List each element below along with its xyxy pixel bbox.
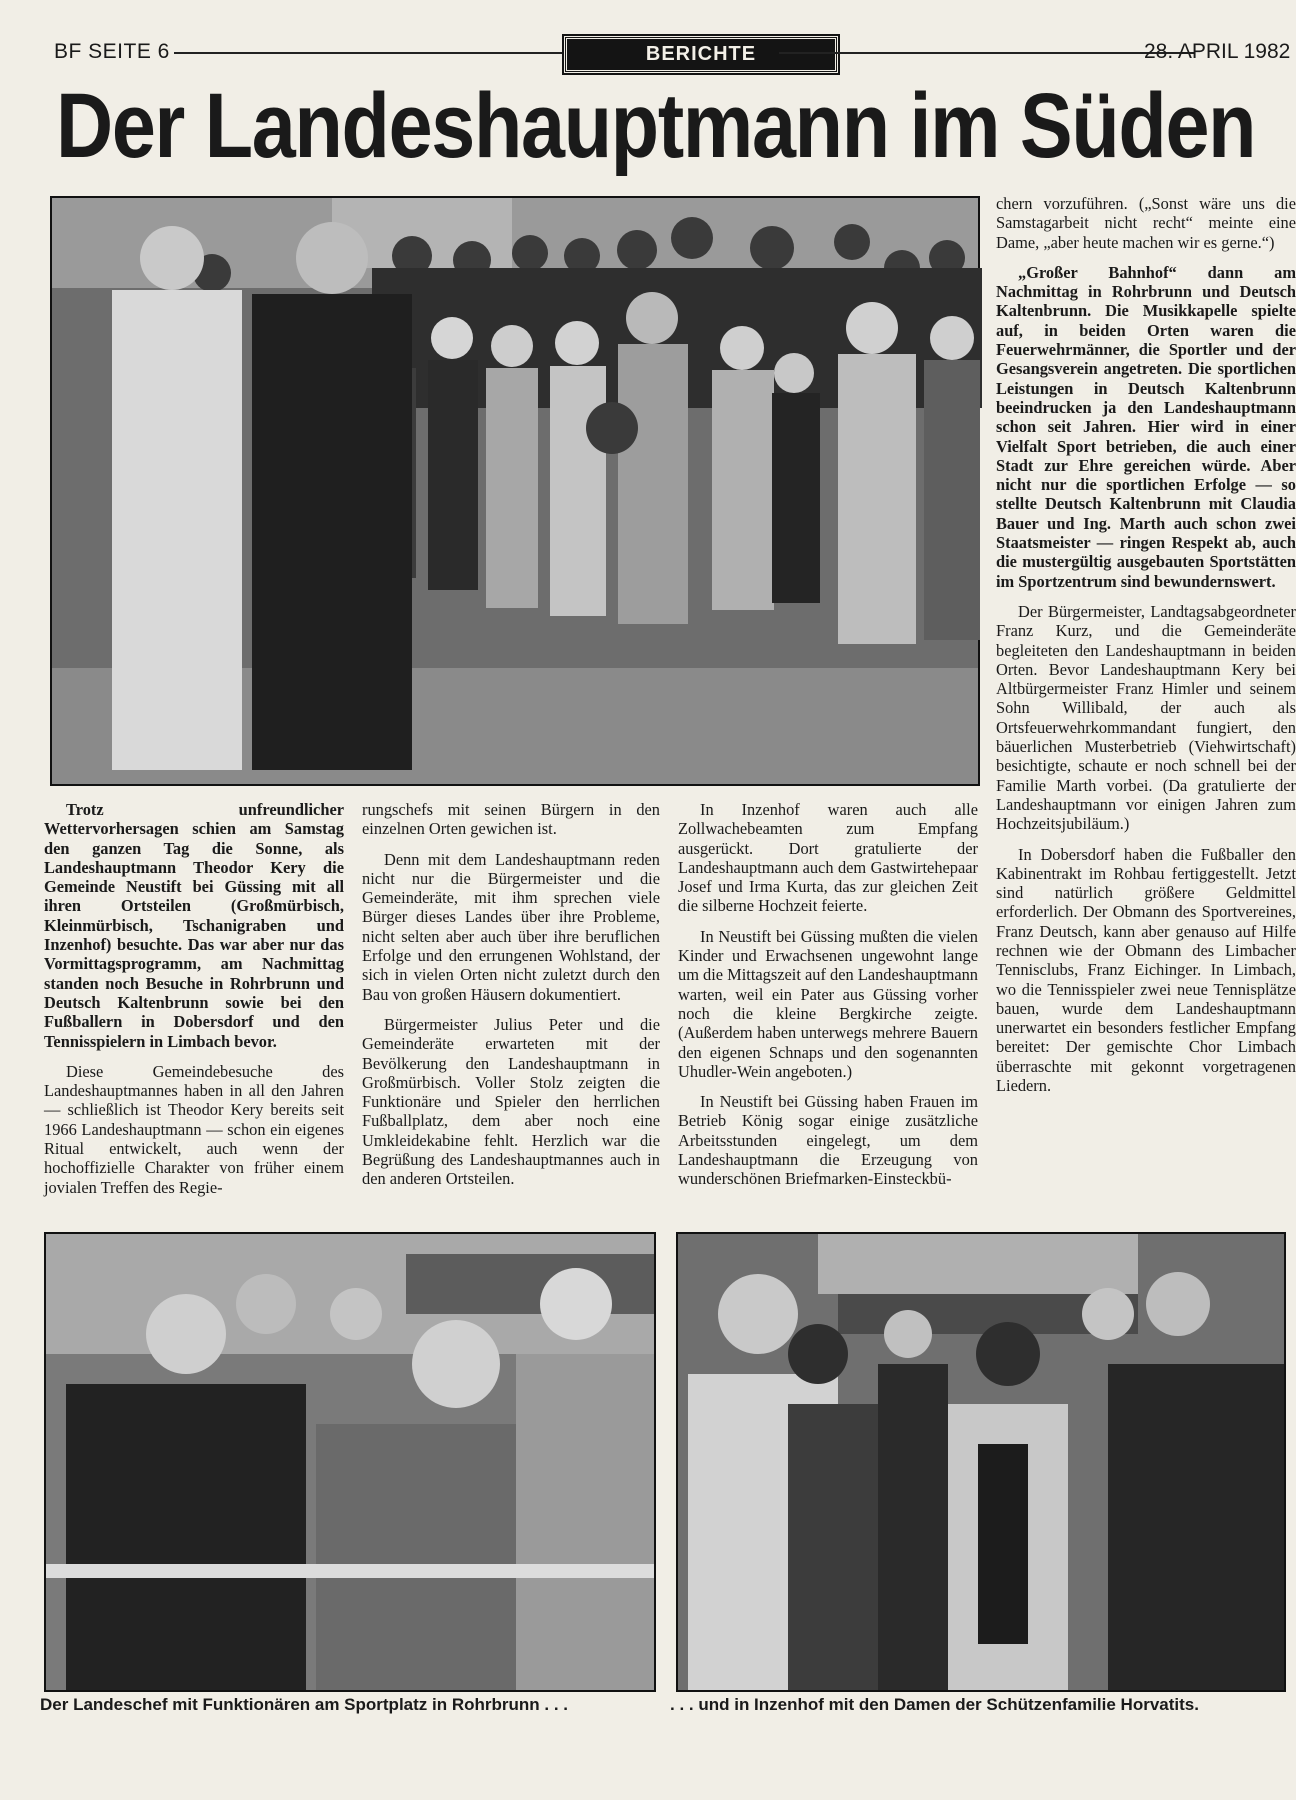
page-header xyxy=(54,40,1291,70)
photo-inzenhof-ladies xyxy=(676,1232,1286,1692)
page-number: BF SEITE 6 xyxy=(54,40,170,63)
article-column-4 xyxy=(996,194,1296,1096)
article-paragraph: In Neustift bei Güssing mußten die vielen Kinder und Erwachsenen ungewohnt lange um die Mittagszeit auf den Landeshauptmann warten, weil ein Pater aus Güssing vorher noch die kleine Bergkirche zeigte. (Außerdem haben unterwegs mehrere Bauern den eigenen Schnaps und den sogenannten Uhudler-Wein angeboten.) xyxy=(678,926,978,1081)
article-column-2 xyxy=(362,800,660,1189)
article-paragraph: chern vorzuführen. („Sonst wäre uns die Samstagarbeit nicht recht“ meinte eine Dame, „aber heute machen wir es gerne.“) xyxy=(996,194,1296,252)
article-paragraph: Denn mit dem Landeshauptmann reden nicht nur die Bürgermeister und die Gemeinderäte, mit ihm sprechen viele Bürger dieses Landes über ihre Probleme, nicht selten aber auch über ihre beruflichen Erfolge und den errungenen Wohlstand, der sich in vielen Orten nicht zuletzt durch den Bau von großen Häusern dokumentiert. xyxy=(362,849,660,1004)
issue-date: 28. APRIL 1982 xyxy=(1144,40,1291,63)
section-badge: BERICHTE xyxy=(564,36,838,73)
article-paragraph: Diese Gemeindebesuche des Landeshauptmannes haben in all den Jahren — schließlich ist Theodor Kery bereits seit 1966 Landeshauptmann — schon ein eigenes Ritual entwickelt, auch wenn der hochoffizielle Charakter von früher einem jovialen Treffen des Regie- xyxy=(44,1061,344,1197)
article-paragraph: Bürgermeister Julius Peter und die Gemeinderäte erwarteten mit der Bevölkerung den Landeshauptmann in Großmürbisch. Voller Stolz zeigten die Funktionäre und Spieler den herrlichen Fußballplatz, dem aber noch eine Umkleidekabine fehlt. Herzlich war die Begrüßung des Landeshauptmannes auch in den anderen Ortsteilen. xyxy=(362,1014,660,1189)
article-paragraph: rungschefs mit seinen Bürgern in den einzelnen Orten gewichen ist. xyxy=(362,800,660,839)
article-paragraph: In Dobersdorf haben die Fußballer den Kabinentrakt im Rohbau fertiggestellt. Jetzt sind natürlich größere Geldmittel erforderlich. Der Obmann des Sportvereines, Franz Deutsch, kann aber genauso auf Hilfe rechnen wie der Obmann des Limbacher Tennisclubs, Franz Eichinger. In Limbach, wo die Tennisspieler zwei neue Tennisplätze bauen, wurde dem Landeshauptmann unerwartet ein besonders festlicher Empfang bereitet: Der gemischte Chor Limbach überraschte mit gekonnt vorgetragenen Liedern. xyxy=(996,844,1296,1096)
photo-children-greeting xyxy=(50,196,980,786)
article-lead: Trotz unfreundlicher Wettervorhersagen schien am Samstag den ganzen Tag die Sonne, als Landeshauptmann Theodor Kery die Gemeinde Neustift bei Güssing mit all ihren Ortsteilen (Großmürbisch, Kleinmürbisch, Tschanigraben und Inzenhof) besuchte. Das war aber nur das Vormittagsprogramm, am Nachmittag standen noch Besuche in Rohrbrunn und Deutsch Kaltenbrunn sowie bei den Fußballern in Dobersdorf und den Tennisspielern in Limbach bevor. xyxy=(44,800,344,1051)
article-paragraph: „Großer Bahnhof“ dann am Nachmittag in Rohrbrunn und Deutsch Kaltenbrunn. Die Musikkapelle spielte auf, in beiden Orten waren die Feuerwehrmänner, die Sportler und der Gesangsverein angetreten. Die sportlichen Leistungen in Deutsch Kaltenbrunn beeindrucken ja den Landeshauptmann schon seit Jahren. Hier wird in einer Vielfalt Sport betrieben, die auch einer Stadt zur Ehre gereichen würde. Aber nicht nur die sportlichen Erfolge — so stellte Deutsch Kaltenbrunn mit Claudia Bauer und Ing. Marth auch schon zwei Staatsmeister — ringen Respekt ab, auch die mustergültig ausgebauten Sportstätten im Sportzentrum sind bewundernswert. xyxy=(996,262,1296,591)
photo-caption: . . . und in Inzenhof mit den Damen der Schützenfamilie Horvatits. xyxy=(670,1695,1199,1714)
article-paragraph: In Inzenhof waren auch alle Zollwachebeamten zum Empfang ausgerückt. Dort gratulierte der Landeshauptmann auch dem Gastwirtehepaar Josef und Irma Kurta, das zur gleichen Zeit die silberne Hochzeit feierte. xyxy=(678,800,978,916)
header-rule xyxy=(174,52,614,54)
article-column-1 xyxy=(44,800,344,1197)
article-paragraph: In Neustift bei Güssing haben Frauen im Betrieb König sogar einige zusätzliche Arbeitsstunden eingelegt, um dem Landeshauptmann die Erzeugung von wunderschönen Briefmarken-Einsteckbü- xyxy=(678,1092,978,1189)
article-paragraph: Der Bürgermeister, Landtagsabgeordneter Franz Kurz, und die Gemeinderäte begleiteten den Landeshauptmann in beiden Orten. Bevor Landeshauptmann Kery bei Altbürgermeister Franz Himler und seinem Sohn Willibald, der auch als Ortsfeuerwehrkommandant fungiert, den bäuerlichen Musterbetrieb (Viehwirtschaft) besichtigte, schaute er noch schnell bei der Familie Marth vorbei. (Da gratulierte der Landeshauptmann vor einigen Jahren zum Hochzeitsjubiläum.) xyxy=(996,601,1296,834)
article-column-3 xyxy=(678,800,978,1189)
header-rule xyxy=(779,52,1194,54)
photo-sportplatz-officials xyxy=(44,1232,656,1692)
headline: Der Landeshauptmann im Süden xyxy=(56,75,1256,177)
photo-caption: Der Landeschef mit Funktionären am Sportplatz in Rohrbrunn . . . xyxy=(40,1695,568,1714)
